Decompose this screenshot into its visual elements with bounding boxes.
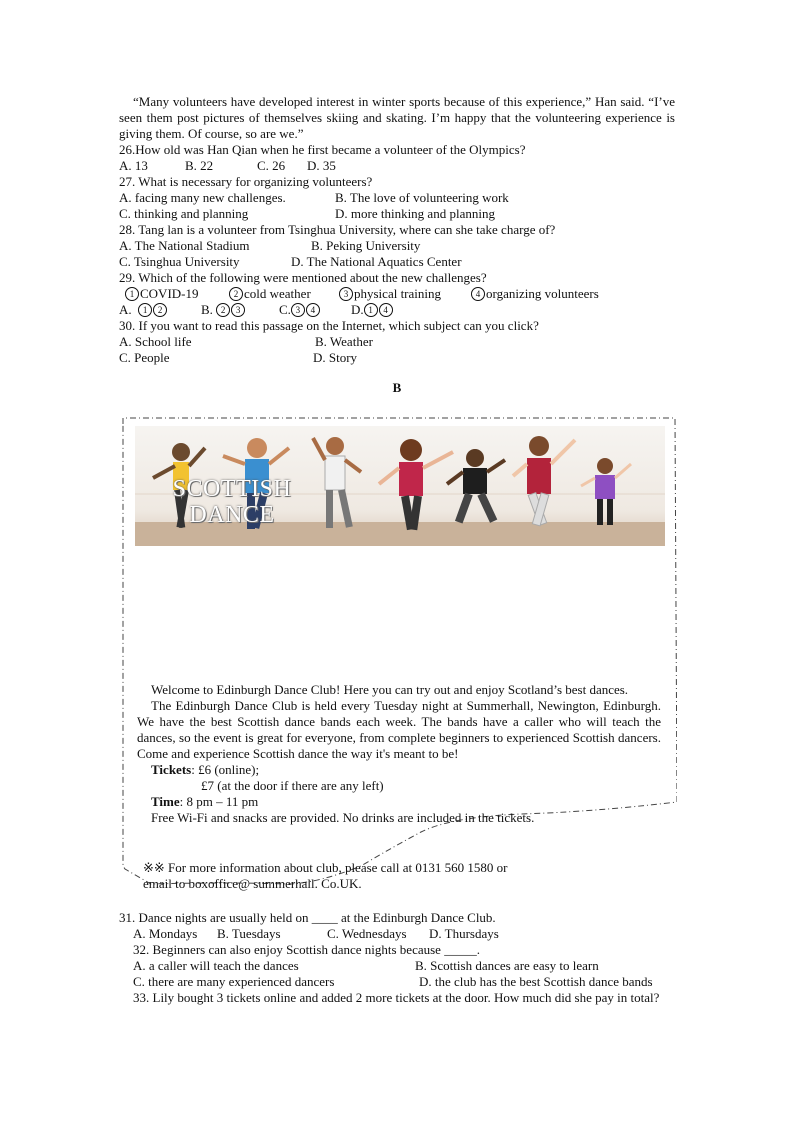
question-28: 28. Tang lan is a volunteer from Tsinghua University, where can she take charge of? — [119, 222, 556, 237]
q32-option-c[interactable]: C. there are many experienced dancers — [133, 974, 335, 989]
q29-option-c[interactable]: C. 3 4 — [279, 302, 351, 318]
q31-option-d[interactable]: D. Thursdays — [429, 926, 499, 941]
q30-option-b[interactable]: B. Weather — [315, 334, 373, 349]
q29-item-1: 1 COVID-19 — [125, 286, 229, 302]
q31-option-a[interactable]: A. Mondays — [133, 926, 198, 941]
q26-option-b[interactable]: B. 22 — [185, 158, 214, 173]
contact-line-2: email to boxoffice@ summerhall. Co.UK. — [143, 876, 362, 891]
q29-item-3: 3 physical training — [339, 286, 471, 302]
q32-option-b[interactable]: B. Scottish dances are easy to learn — [415, 958, 599, 973]
banner-title: SCOTTISH DANCE — [172, 476, 292, 528]
q28-option-a[interactable]: A. The National Stadium — [119, 238, 250, 253]
q29-option-d[interactable]: D. 1 4 — [351, 302, 394, 318]
question-27: 27. What is necessary for organizing volunteers? — [119, 174, 373, 189]
q27-option-a[interactable]: A. facing many new challenges. — [119, 190, 286, 205]
q28-option-b[interactable]: B. Peking University — [311, 238, 421, 253]
q31-option-c[interactable]: C. Wednesdays — [327, 926, 407, 941]
q29-items — [119, 286, 675, 302]
q29-item-2: 2 cold weather — [229, 286, 339, 302]
ad-body — [137, 682, 661, 826]
dance-club-ad — [121, 414, 677, 891]
q30-option-c[interactable]: C. People — [119, 350, 170, 365]
q29-options — [119, 302, 675, 318]
q28-option-d[interactable]: D. The National Aquatics Center — [291, 254, 462, 269]
q28-option-c[interactable]: C. Tsinghua University — [119, 254, 240, 269]
section-b-questions — [119, 910, 675, 1006]
dancer-6-figure — [513, 436, 575, 526]
question-31: 31. Dance nights are usually held on ____ at the Edinburgh Dance Club. — [119, 910, 496, 925]
ad-welcome-paragraph: Welcome to Edinburgh Dance Club! Here you can try out and enjoy Scotland’s best dances. — [151, 682, 629, 697]
question-33: 33. Lily bought 3 tickets online and added 2 more tickets at the door. How much did she pay in total? — [133, 990, 660, 1005]
q29-option-a[interactable]: A. 1 2 — [119, 302, 201, 318]
q26-options — [119, 158, 675, 174]
ad-details-paragraph: The Edinburgh Dance Club is held every Tuesday night at Summerhall, Newington, Edinburgh. We have the best Scottish dance bands each week. The bands have a caller who will teach the dances, so the event is great for everyone, from complete beginners to experienced Scottish dancers. Come and experience Scottish dance the way it's meant to be! — [137, 698, 661, 761]
dancer-5-figure — [447, 449, 505, 524]
q26-option-d[interactable]: D. 35 — [307, 158, 336, 173]
q26-option-c[interactable]: C. 26 — [257, 158, 286, 173]
question-26: 26.How old was Han Qian when he first became a volunteer of the Olympics? — [119, 142, 526, 157]
intro-paragraph: “Many volunteers have developed interest in winter sports because of this experience,” Han said. “I’ve seen them post pictures of themselves skiing and skating. I’m happy that the volunteering experience is giving them. Of course, so are we.” — [119, 94, 675, 141]
contact-info — [143, 860, 507, 892]
q30-option-a[interactable]: A. School life — [119, 334, 192, 349]
section-b-heading: B — [392, 380, 402, 395]
question-32: 32. Beginners can also enjoy Scottish dance nights because _____. — [133, 942, 480, 957]
q27-option-d[interactable]: D. more thinking and planning — [335, 206, 495, 221]
dancer-4-figure — [379, 439, 453, 530]
contact-line-1: ※※ For more information about club, please call at 0131 560 1580 or — [143, 860, 508, 875]
extras-line: Free Wi-Fi and snacks are provided. No drinks are included in the tickets. — [151, 810, 535, 825]
q26-option-a[interactable]: A. 13 — [119, 158, 148, 173]
q32-option-d[interactable]: D. the club has the best Scottish dance bands — [419, 974, 653, 989]
dancer-7-figure — [581, 458, 631, 525]
dance-banner-image — [135, 426, 665, 546]
q29-option-b[interactable]: B. 2 3 — [201, 302, 279, 318]
q29-item-4: 4 organizing volunteers — [471, 286, 599, 302]
q27-option-b[interactable]: B. The love of volunteering work — [335, 190, 509, 205]
tickets-line: Tickets: £6 (online); — [151, 762, 260, 777]
question-29: 29. Which of the following were mentioned about the new challenges? — [119, 270, 487, 285]
q27-option-c[interactable]: C. thinking and planning — [119, 206, 249, 221]
tickets-door-line: £7 (at the door if there are any left) — [201, 778, 384, 793]
q31-option-b[interactable]: B. Tuesdays — [217, 926, 281, 941]
section-a — [119, 94, 675, 408]
dancer-3-figure — [313, 437, 361, 528]
question-30: 30. If you want to read this passage on the Internet, which subject can you click? — [119, 318, 539, 333]
time-line: Time: 8 pm – 11 pm — [151, 794, 259, 809]
q32-option-a[interactable]: A. a caller will teach the dances — [133, 958, 299, 973]
q30-option-d[interactable]: D. Story — [313, 350, 358, 365]
